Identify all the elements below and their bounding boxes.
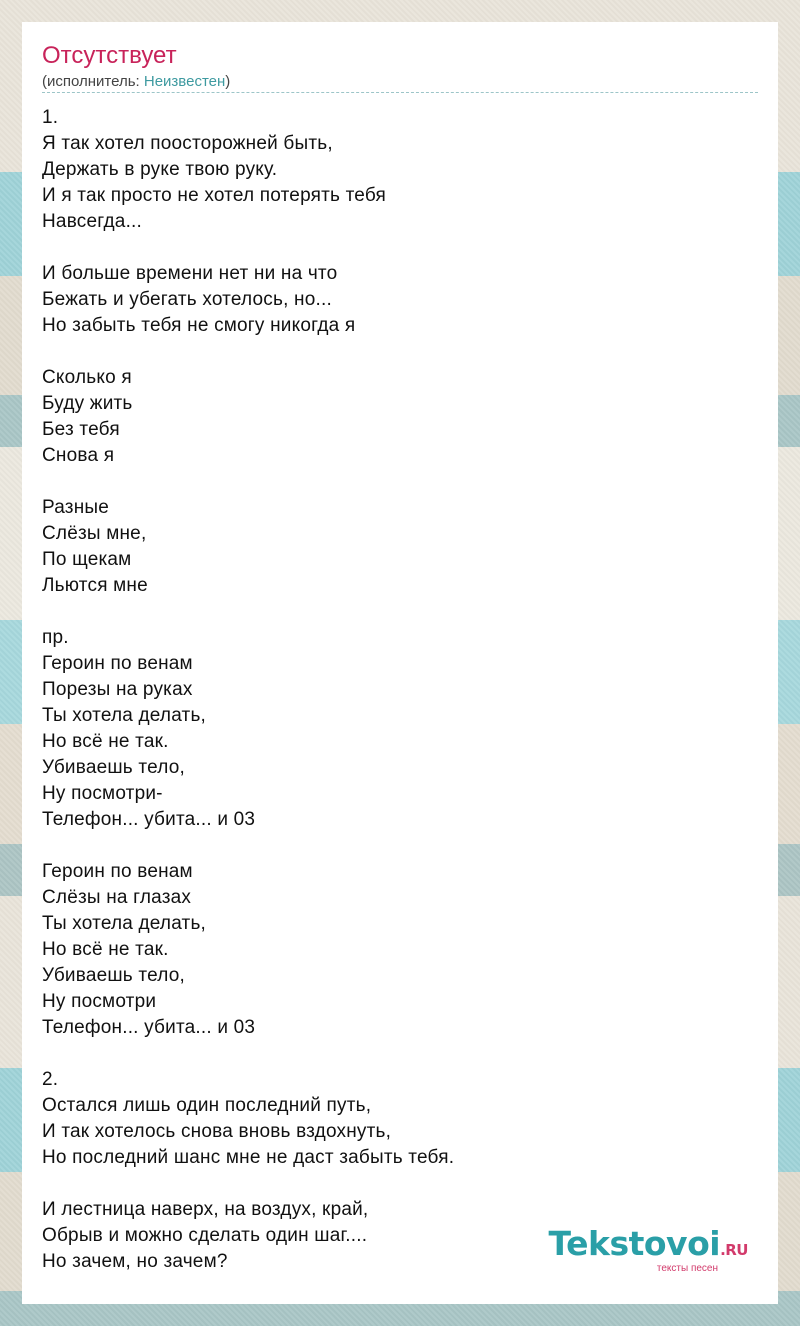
logo-tld: .RU <box>720 1241 748 1259</box>
site-logo[interactable] <box>548 1224 748 1274</box>
artist-suffix: ) <box>225 73 231 90</box>
lyrics-text: 1. Я так хотел поосторожней быть, Держать в руке твою руку. И я так просто не хотел потерять тебя Навсегда... И больше времени нет ни на что Бежать и убегать хотелось, но... Но забыть тебя не смогу никогда я Сколько я Буду жить Без тебя Снова я Разные Слёзы мне, По щекам Льются мне пр. Героин по венам Порезы на руках Ты хотела делать, Но всё не так. Убиваешь тело, Ну посмотри- Телефон... убита... и 03 Героин по венам Слёзы на глазах Ты хотела делать, Но всё не так. Убиваешь тело, Ну посмотри Телефон... убита... и 03 2. Остался лишь один последний путь, И так хотелось снова вновь вздохнуть, Но последний шанс мне не даст забыть тебя. И лестница наверх, на воздух, край, Обрыв и можно сделать один шаг.... Но зачем, но зачем? <box>42 107 455 1272</box>
artist-link[interactable]: Неизвестен <box>143 73 226 90</box>
logo-tagline: тексты песен <box>656 1263 718 1274</box>
artist-prefix: (исполнитель: <box>42 73 144 90</box>
logo-name: Tekstovoi <box>548 1224 721 1263</box>
lyrics-card <box>22 22 778 1304</box>
song-title: Отсутствует <box>42 42 177 69</box>
artist-line <box>42 72 758 92</box>
title-divider <box>42 92 758 93</box>
